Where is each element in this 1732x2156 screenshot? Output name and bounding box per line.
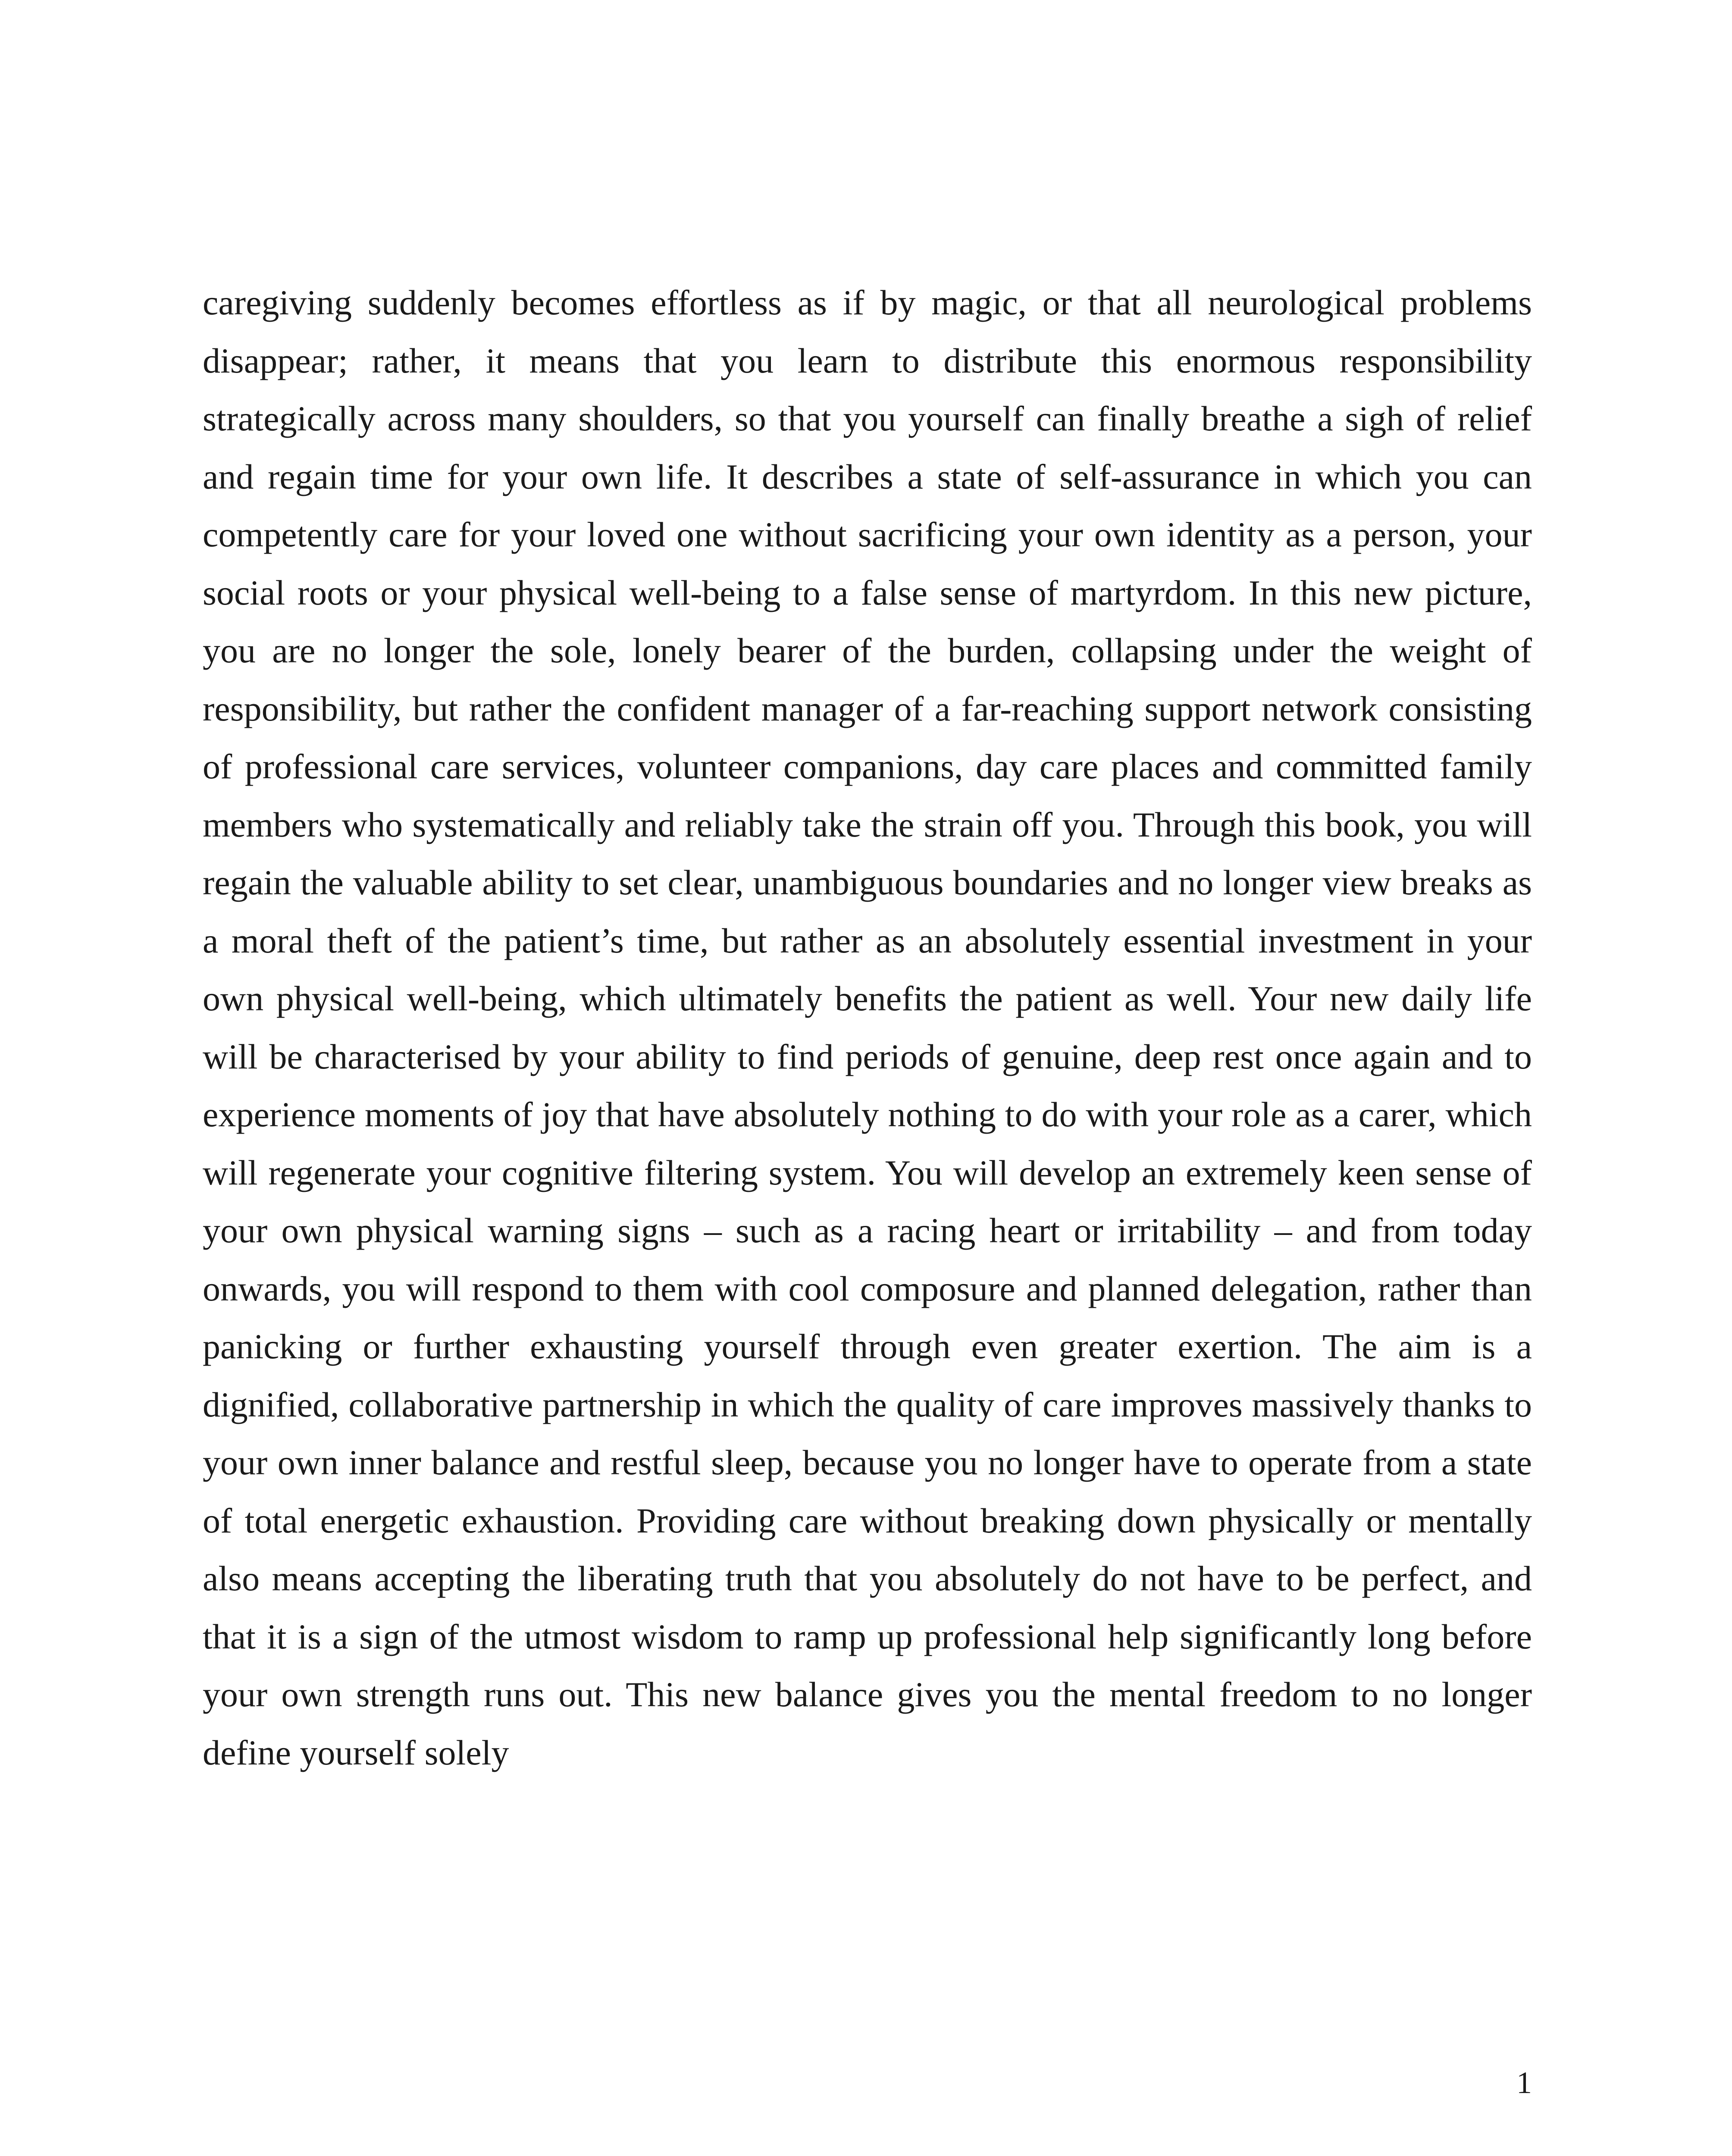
- body-paragraph: caregiving suddenly becomes effortless as if by magic, or that all neurological problems disappear; rather, it means that you learn to distribute this enormous responsibility strategically across many shoulders, so that you yourself can finally breathe a sigh of relief and regain time for your own life. It describes a state of self-assurance in which you can competently care for your loved one without sacrificing your own identity as a person, your social roots or your physical well-being to a false sense of martyrdom. In this new picture, you are no longer the sole, lonely bearer of the burden, collapsing under the weight of responsibility, but rather the confident manager of a far-reaching support network consisting of professional care services, volunteer companions, day care places and committed family members who systematically and reliably take the strain off you. Through this book, you will regain the valuable ability to set clear, unambiguous boundaries and no longer view breaks as a moral theft of the patient’s time, but rather as an absolutely essential investment in your own physical well-being, which ultimately benefits the patient as well. Your new daily life will be characterised by your ability to find periods of genuine, deep rest once again and to experience moments of joy that have absolutely nothing to do with your role as a carer, which will regenerate your cognitive filtering system. You will develop an extremely keen sense of your own physical warning signs – such as a racing heart or irritability – and from today onwards, you will respond to them with cool composure and planned delegation, rather than panicking or further exhausting yourself through even greater exertion. The aim is a dignified, collaborative partnership in which the quality of care improves massively thanks to your own inner balance and restful sleep, because you no longer have to operate from a state of total energetic exhaustion. Providing care without breaking down physically or mentally also means accepting the liberating truth that you absolutely do not have to be perfect, and that it is a sign of the utmost wisdom to ramp up professional help significantly long before your own strength runs out. This new balance gives you the mental freedom to no longer define yourself solely: [203, 283, 1532, 1772]
- page-number: 1: [1516, 2065, 1532, 2100]
